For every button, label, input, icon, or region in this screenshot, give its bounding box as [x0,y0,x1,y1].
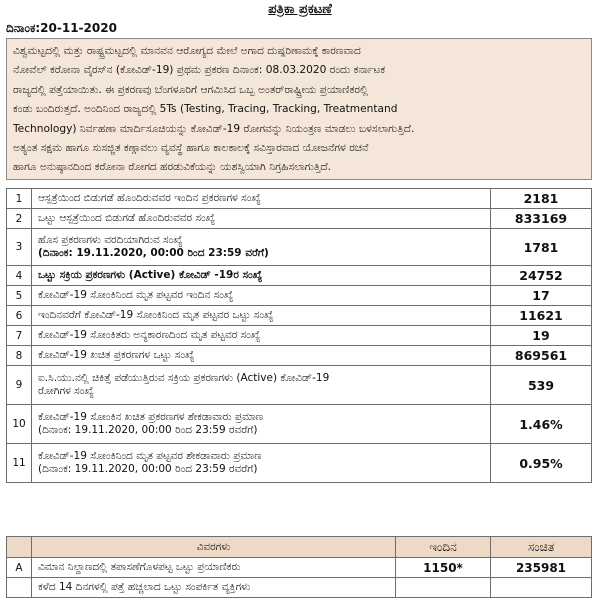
row-value: 24752 [491,266,592,286]
table-row [7,286,592,306]
travel-contacts-table [6,536,592,598]
row-value: 539 [491,366,592,405]
row-description-continued: ರೋಗಿಗಳ ಸಂಖ್ಯೆ [38,385,94,397]
row-description-main: ಕೋವಿಡ್-19 ಸೋಂಕಿನ ಖಚಿತ ಪ್ರಕರಣಗಳ ಶೇಕಡಾವಾರು ಪ್ರಮಾಣ [38,411,264,423]
row-number: 10 [7,405,32,444]
row-description-date: (ದಿನಾಂಕ: 19.11.2020, 00:00 ರಿಂದ 23:59 ವರೆಗೆ) [38,247,269,259]
release-date: ದಿನಾಂಕ:20-11-2020 [6,21,117,35]
row-number: 7 [7,326,32,346]
row-value: 0.95% [491,444,592,483]
row-value: 833169 [491,209,592,229]
covid-stats-table [6,188,592,483]
table-row [7,209,592,229]
row-cumulative-value: 235981 [491,558,592,578]
row-value: 1.46% [491,405,592,444]
row-description: ಆಸ್ಪತ್ರೆಯಿಂದ ಬಿಡುಗಡೆ ಹೊಂದಿರುವವರ ಇಂದಿನ ಪ್ರಕರಣಗಳ ಸಂಖ್ಯೆ [32,189,491,209]
row-number: 8 [7,346,32,366]
row-description: ವಿಮಾನ ನಿಲ್ದಾಣದಲ್ಲಿ ತಪಾಸಣೆಗೊಳಪಟ್ಟ ಒಟ್ಟು ಪ್ರಯಾಣಿಕರು [32,558,396,578]
row-id [7,578,32,598]
table-row [7,266,592,286]
row-description-date: (ದಿನಾಂಕ: 19.11.2020, 00:00 ರಿಂದ 23:59 ರವರೆಗೆ) [38,463,258,475]
intro-line: ಅತ್ಯಂತ ಸಕ್ಷಮ ಹಾಗೂ ಸುಸಜ್ಜಿತ ಕಣ್ಗಾವಲು ವ್ಯವಸ್ಥೆ ಹಾಗೂ ಕಾಲಕಾಲಕ್ಕೆ ಸವಿಸ್ತಾರವಾದ ಯೋಜನೆಗಳ ರಚನೆ [13,142,369,155]
intro-line: ರಾಜ್ಯದಲ್ಲಿ ಪತ್ತೆಯಾಯಿತು. ಈ ಪ್ರಕರಣವು ಬೆಂಗಳೂರಿಗೆ ಆಗಮಿಸಿದ ಒಬ್ಬ ಅಂತರ್‌ರಾಷ್ಟ್ರೀಯ ಪ್ರಯಾಣಿಕರಲ್ಲಿ [13,83,368,96]
row-number: 1 [7,189,32,209]
row-description: ಕೋವಿಡ್-19 ಸೋಂಕಿತರು ಅನ್ಯಕಾರಣದಿಂದ ಮೃತ ಪಟ್ಟವರ ಸಂಖ್ಯೆ [32,326,491,346]
table-row [7,578,592,598]
table-row [7,346,592,366]
row-description-date: (ದಿನಾಂಕ: 19.11.2020, 00:00 ರಿಂದ 23:59 ರವರೆಗೆ) [38,424,258,436]
row-number: 11 [7,444,32,483]
press-release-title: ಪತ್ರಿಕಾ ಪ್ರಕಟಣೆ [268,2,332,17]
row-description-main: ಹೊಸ ಪ್ರಕರಣಗಳು ವರದಿಯಾಗಿರುವ ಸಂಖ್ಯೆ [38,234,183,246]
row-description: ಇಂದಿನವರೆಗೆ ಕೋವಿಡ್-19 ಸೋಂಕಿನಿಂದ ಮೃತ ಪಟ್ಟವರ ಒಟ್ಟು ಸಂಖ್ಯೆ [32,306,491,326]
row-description [32,366,491,405]
row-number: 4 [7,266,32,286]
intro-paragraph [6,38,592,180]
row-number: 2 [7,209,32,229]
row-today-value: 1150* [396,558,491,578]
row-number: 3 [7,229,32,266]
table-row [7,306,592,326]
header-cumulative: ಸಂಚಿತ [491,537,592,558]
row-description-main: ಐ.ಸಿ.ಯು.ನಲ್ಲಿ ಚಿಕಿತ್ಸೆ ಪಡೆಯುತ್ತಿರುವ ಸಕ್ರಿಯ ಪ್ರಕರಣಗಳು (Active) ಕೋವಿಡ್-19 [38,372,330,384]
header-today: ಇಂದಿನ [396,537,491,558]
row-description: ಕೋವಿಡ್-19 ಸೋಂಕಿನಿಂದ ಮೃತ ಪಟ್ಟವರ ಇಂದಿನ ಸಂಖ್ಯೆ [32,286,491,306]
row-number: 9 [7,366,32,405]
table-row [7,405,592,444]
row-description [32,229,491,266]
table-row [7,366,592,405]
row-description [32,444,491,483]
row-description: ಒಟ್ಟು ಆಸ್ಪತ್ರೆಯಿಂದ ಬಿಡುಗಡೆ ಹೊಂದಿರುವವರ ಸಂಖ್ಯೆ [32,209,491,229]
row-description: ಒಟ್ಟು ಸಕ್ರಿಯ ಪ್ರಕರಣಗಳು (Active) ಕೋವಿಡ್ -19ರ ಸಂಖ್ಯೆ [32,266,491,286]
header-blank-cell [7,537,32,558]
header-details: ವಿವರಗಳು [32,537,396,558]
row-value: 11621 [491,306,592,326]
table-row [7,558,592,578]
table-row [7,229,592,266]
row-value: 19 [491,326,592,346]
intro-line: ಕಂಡು ಬಂದಿರುತ್ತದೆ. ಅಂದಿನಿಂದ ರಾಜ್ಯದಲ್ಲಿ 5Ts (Testing, Tracing, Tracking, Treatmentand [13,103,398,116]
row-description [32,405,491,444]
intro-line: Technology) ನಿರ್ವಹಣಾ ಮಾರ್ದಿಸೂಚಿಯನ್ನು ಕೋವಿಡ್-19 ರೋಗವನ್ನು ನಿಯಂತ್ರಣ ಮಾಡಲು ಬಳಸಲಾಗುತ್ತಿದೆ. [13,122,415,135]
row-today-value [396,578,491,598]
intro-line: ವಿಶ್ವಮಟ್ಟದಲ್ಲಿ ಮತ್ತು ರಾಷ್ಟ್ರಮಟ್ಟದಲ್ಲಿ ಮಾನವನ ಆರೋಗ್ಯದ ಮೇಲೆ ಅಗಾದ ದುಷ್ಪರಿಣಾಮಕ್ಕೆ ಕಾರಣವಾದ [13,45,361,57]
row-value: 2181 [491,189,592,209]
table-row [7,326,592,346]
row-number: 6 [7,306,32,326]
row-id: A [7,558,32,578]
row-number: 5 [7,286,32,306]
row-description: ಕಳೆದ 14 ದಿನಗಳಲ್ಲಿ ಪತ್ತೆ ಹಚ್ಚಲಾದ ಒಟ್ಟು ಸಂಪರ್ಕಿತ ವ್ಯಕ್ತಿಗಳು [32,578,396,598]
intro-line: ನೋವೆಲ್ ಕರೋನಾ ವೈರಸ್‌ನ (ಕೋವಿಡ್-19) ಪ್ರಥಮ ಪ್ರಕರಣ ದಿನಾಂಕ: 08.03.2020 ರಂದು ಕರ್ನಾಟಕ [13,64,386,77]
row-description-main: ಕೋವಿಡ್-19 ಸೋಂಕಿನಿಂದ ಮೃತ ಪಟ್ಟವರ ಶೇಕಡಾವಾರು ಪ್ರಮಾಣ [38,450,262,462]
table-row [7,444,592,483]
row-cumulative-value [491,578,592,598]
intro-line: ಹಾಗೂ ಅನುಷ್ಠಾನದಿಂದ ಕರೋನಾ ರೋಗದ ಹರಡುವಿಕೆಯನ್ನು ಯಶಸ್ವಿಯಾಗಿ ನಿಗ್ರಹಿಸಲಾಗುತ್ತಿದೆ. [13,161,332,174]
row-value: 1781 [491,229,592,266]
table-header-row [7,537,592,558]
row-value: 17 [491,286,592,306]
row-value: 869561 [491,346,592,366]
row-description: ಕೋವಿಡ್-19 ಖಚಿತ ಪ್ರಕರಣಗಳ ಒಟ್ಟು ಸಂಖ್ಯೆ [32,346,491,366]
table-row [7,189,592,209]
